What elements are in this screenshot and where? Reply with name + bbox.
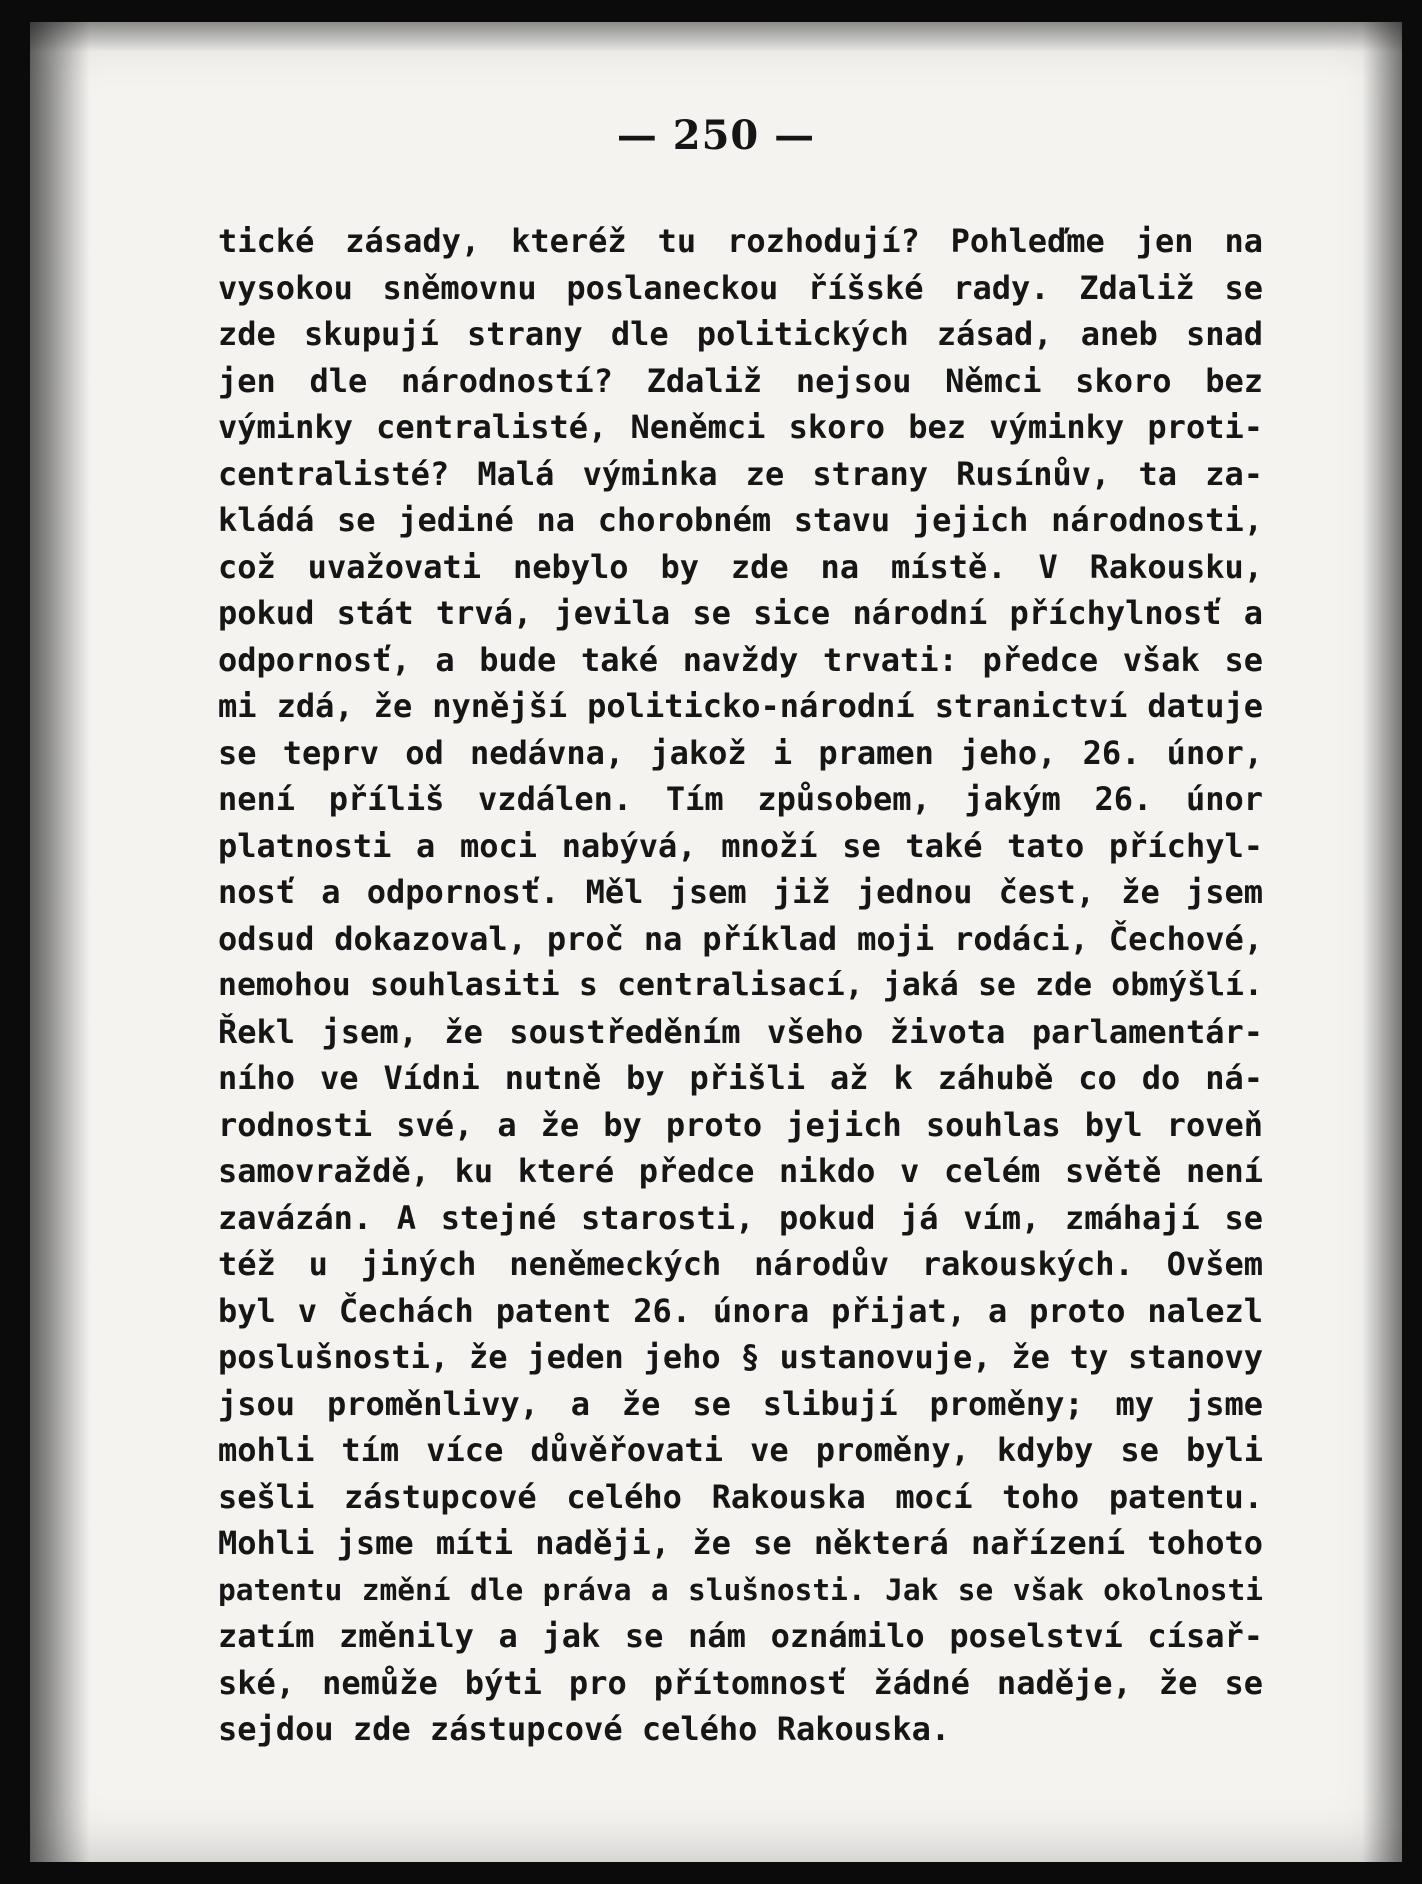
text-line: není příliš vzdálen. Tím způsobem, jakým 26. únor	[218, 780, 1263, 818]
text-line: jen dle národností? Zdaliž nejsou Němci skoro bez	[218, 361, 1263, 400]
page-number: — 250 —	[616, 112, 816, 159]
text-line: výminky centralisté, Neněmci skoro bez výminky proti-	[218, 408, 1263, 446]
text-line: zavázán. A stejné starosti, pokud já vím, zmáhají se	[218, 1198, 1263, 1237]
text-line: ské, nemůže býti pro přítomnosť žádné naděje, že se	[218, 1663, 1263, 1702]
text-line: pokud stát trvá, jevila se sice národní příchylnosť a	[218, 594, 1263, 632]
text-line: jsou proměnlivy, a že se slibují proměny; my jsme	[218, 1384, 1263, 1423]
text-line: což uvažovati nebylo by zde na místě. V Rakousku,	[218, 547, 1263, 586]
text-line: vysokou sněmovnu poslaneckou říšské rady. Zdaliž se	[218, 268, 1263, 307]
page-left-shadow	[30, 22, 90, 1862]
text-line: Řekl jsem, že soustředěním všeho života parlamentár-	[218, 1012, 1263, 1051]
text-line: zatím změnily a jak se nám oznámilo poselství císař-	[218, 1617, 1263, 1655]
text-line: mohli tím více důvěřovati ve proměny, kdyby se byli	[218, 1431, 1263, 1469]
text-line: rodnosti své, a že by proto jejich souhlas byl roveň	[218, 1105, 1263, 1144]
text-line: byl v Čechách patent 26. února přijat, a proto nalezl	[218, 1291, 1263, 1330]
text-line: tické zásady, kteréž tu rozhodují? Pohleďme jen na	[218, 222, 1263, 260]
text-line: nemohou souhlasiti s centralisací, jaká se zde obmýšlí.	[218, 967, 1263, 1003]
text-line: se teprv od nedávna, jakož i pramen jeho, 26. únor,	[218, 733, 1263, 772]
text-line: kládá se jediné na chorobném stavu jejich národnosti,	[218, 501, 1263, 539]
text-line: patentu změní dle práva a slušnosti. Jak se však okolnosti	[218, 1572, 1263, 1607]
text-line: samovraždě, ku které předce nikdo v celém světě není	[218, 1152, 1263, 1190]
body-text	[218, 218, 1263, 1753]
text-line: odpornosť, a bude také navždy trvati: předce však se	[218, 640, 1263, 679]
text-line: mi zdá, že nynější politicko-národní stranictví datuje	[218, 687, 1263, 725]
text-line: odsud dokazoval, proč na příklad moji rodáci, Čechové,	[218, 919, 1263, 958]
text-line: též u jiných neněmeckých národův rakouských. Ovšem	[218, 1245, 1263, 1283]
text-line: centralisté? Malá výminka ze strany Rusínův, ta za-	[218, 454, 1263, 493]
text-line: Mohli jsme míti naději, že se některá nařízení tohoto	[218, 1524, 1263, 1562]
text-line: sejdou zde zástupcové celého Rakouska.	[218, 1710, 951, 1748]
book-page	[30, 22, 1402, 1862]
text-line: sešli zástupcové celého Rakouska mocí toho patentu.	[218, 1477, 1263, 1516]
text-line: nosť a odpornosť. Měl jsem již jednou čest, že jsem	[218, 873, 1263, 911]
text-line: zde skupují strany dle politických zásad, aneb snad	[218, 315, 1263, 353]
page-right-shadow	[1362, 22, 1402, 1862]
text-line: platnosti a moci nabývá, množí se také tato příchyl-	[218, 826, 1263, 865]
text-line: ního ve Vídni nutně by přišli až k záhubě co do ná-	[218, 1059, 1263, 1097]
page-top-shadow	[30, 22, 1402, 52]
text-line: poslušnosti, že jeden jeho § ustanovuje, že ty stanovy	[218, 1338, 1263, 1376]
